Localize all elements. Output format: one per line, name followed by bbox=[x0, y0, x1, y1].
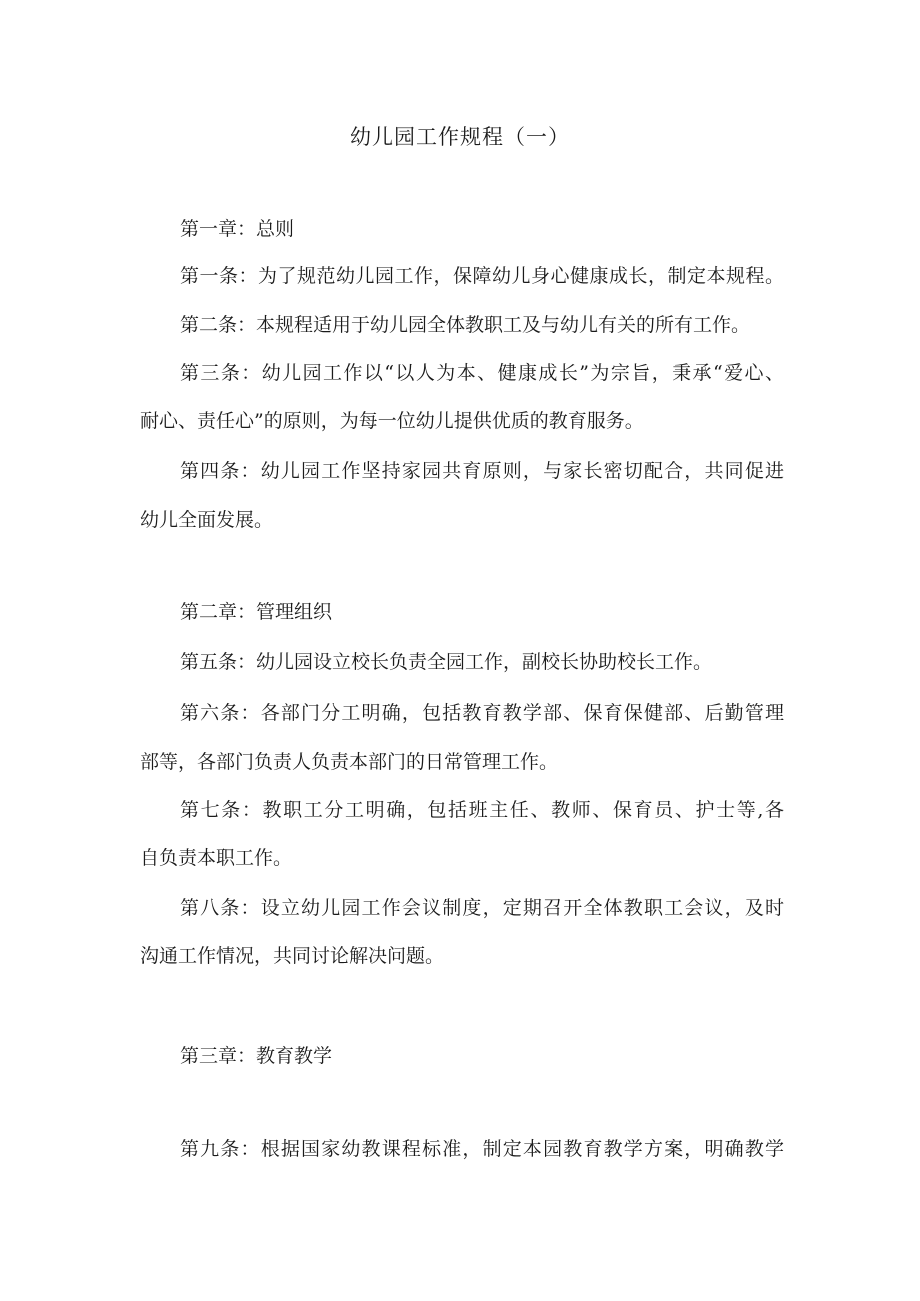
chapter-3-heading: 第三章：教育教学 bbox=[180, 1045, 333, 1067]
article-7-line-2: 自负责本职工作。 bbox=[140, 847, 293, 869]
chapter-2-heading: 第二章：管理组织 bbox=[180, 601, 333, 623]
article-3-line-1: 第三条：幼儿园工作以“以人为本、健康成长”为宗旨，秉承“爱心、 bbox=[180, 362, 784, 384]
article-6-line-1: 第六条：各部门分工明确，包括教育教学部、保育保健部、后勤管理 bbox=[180, 702, 784, 724]
article-9-line-1: 第九条：根据国家幼教课程标准，制定本园教育教学方案，明确教学 bbox=[180, 1138, 784, 1160]
article-4-line-1: 第四条：幼儿园工作坚持家园共育原则，与家长密切配合，共同促进 bbox=[180, 460, 784, 482]
chapter-1-heading: 第一章：总则 bbox=[180, 218, 295, 240]
article-3-line-2: 耐心、责任心”的原则，为每一位幼儿提供优质的教育服务。 bbox=[140, 410, 644, 432]
article-6-line-2: 部等，各部门负责人负责本部门的日常管理工作。 bbox=[140, 751, 559, 773]
article-2: 第二条：本规程适用于幼儿园全体教职工及与幼儿有关的所有工作。 bbox=[180, 314, 751, 336]
article-4-line-2: 幼儿全面发展。 bbox=[140, 509, 274, 531]
article-5: 第五条：幼儿园设立校长负责全园工作，副校长协助校长工作。 bbox=[180, 651, 713, 673]
article-1: 第一条：为了规范幼儿园工作，保障幼儿身心健康成长，制定本规程。 bbox=[180, 265, 784, 287]
document-title: 幼儿园工作规程（一） bbox=[350, 125, 570, 149]
article-7-line-1: 第七条：教职工分工明确，包括班主任、教师、保育员、护士等,各 bbox=[180, 799, 784, 821]
article-8-line-2: 沟通工作情况，共同讨论解决问题。 bbox=[140, 945, 445, 967]
article-8-line-1: 第八条：设立幼儿园工作会议制度，定期召开全体教职工会议，及时 bbox=[180, 897, 784, 919]
